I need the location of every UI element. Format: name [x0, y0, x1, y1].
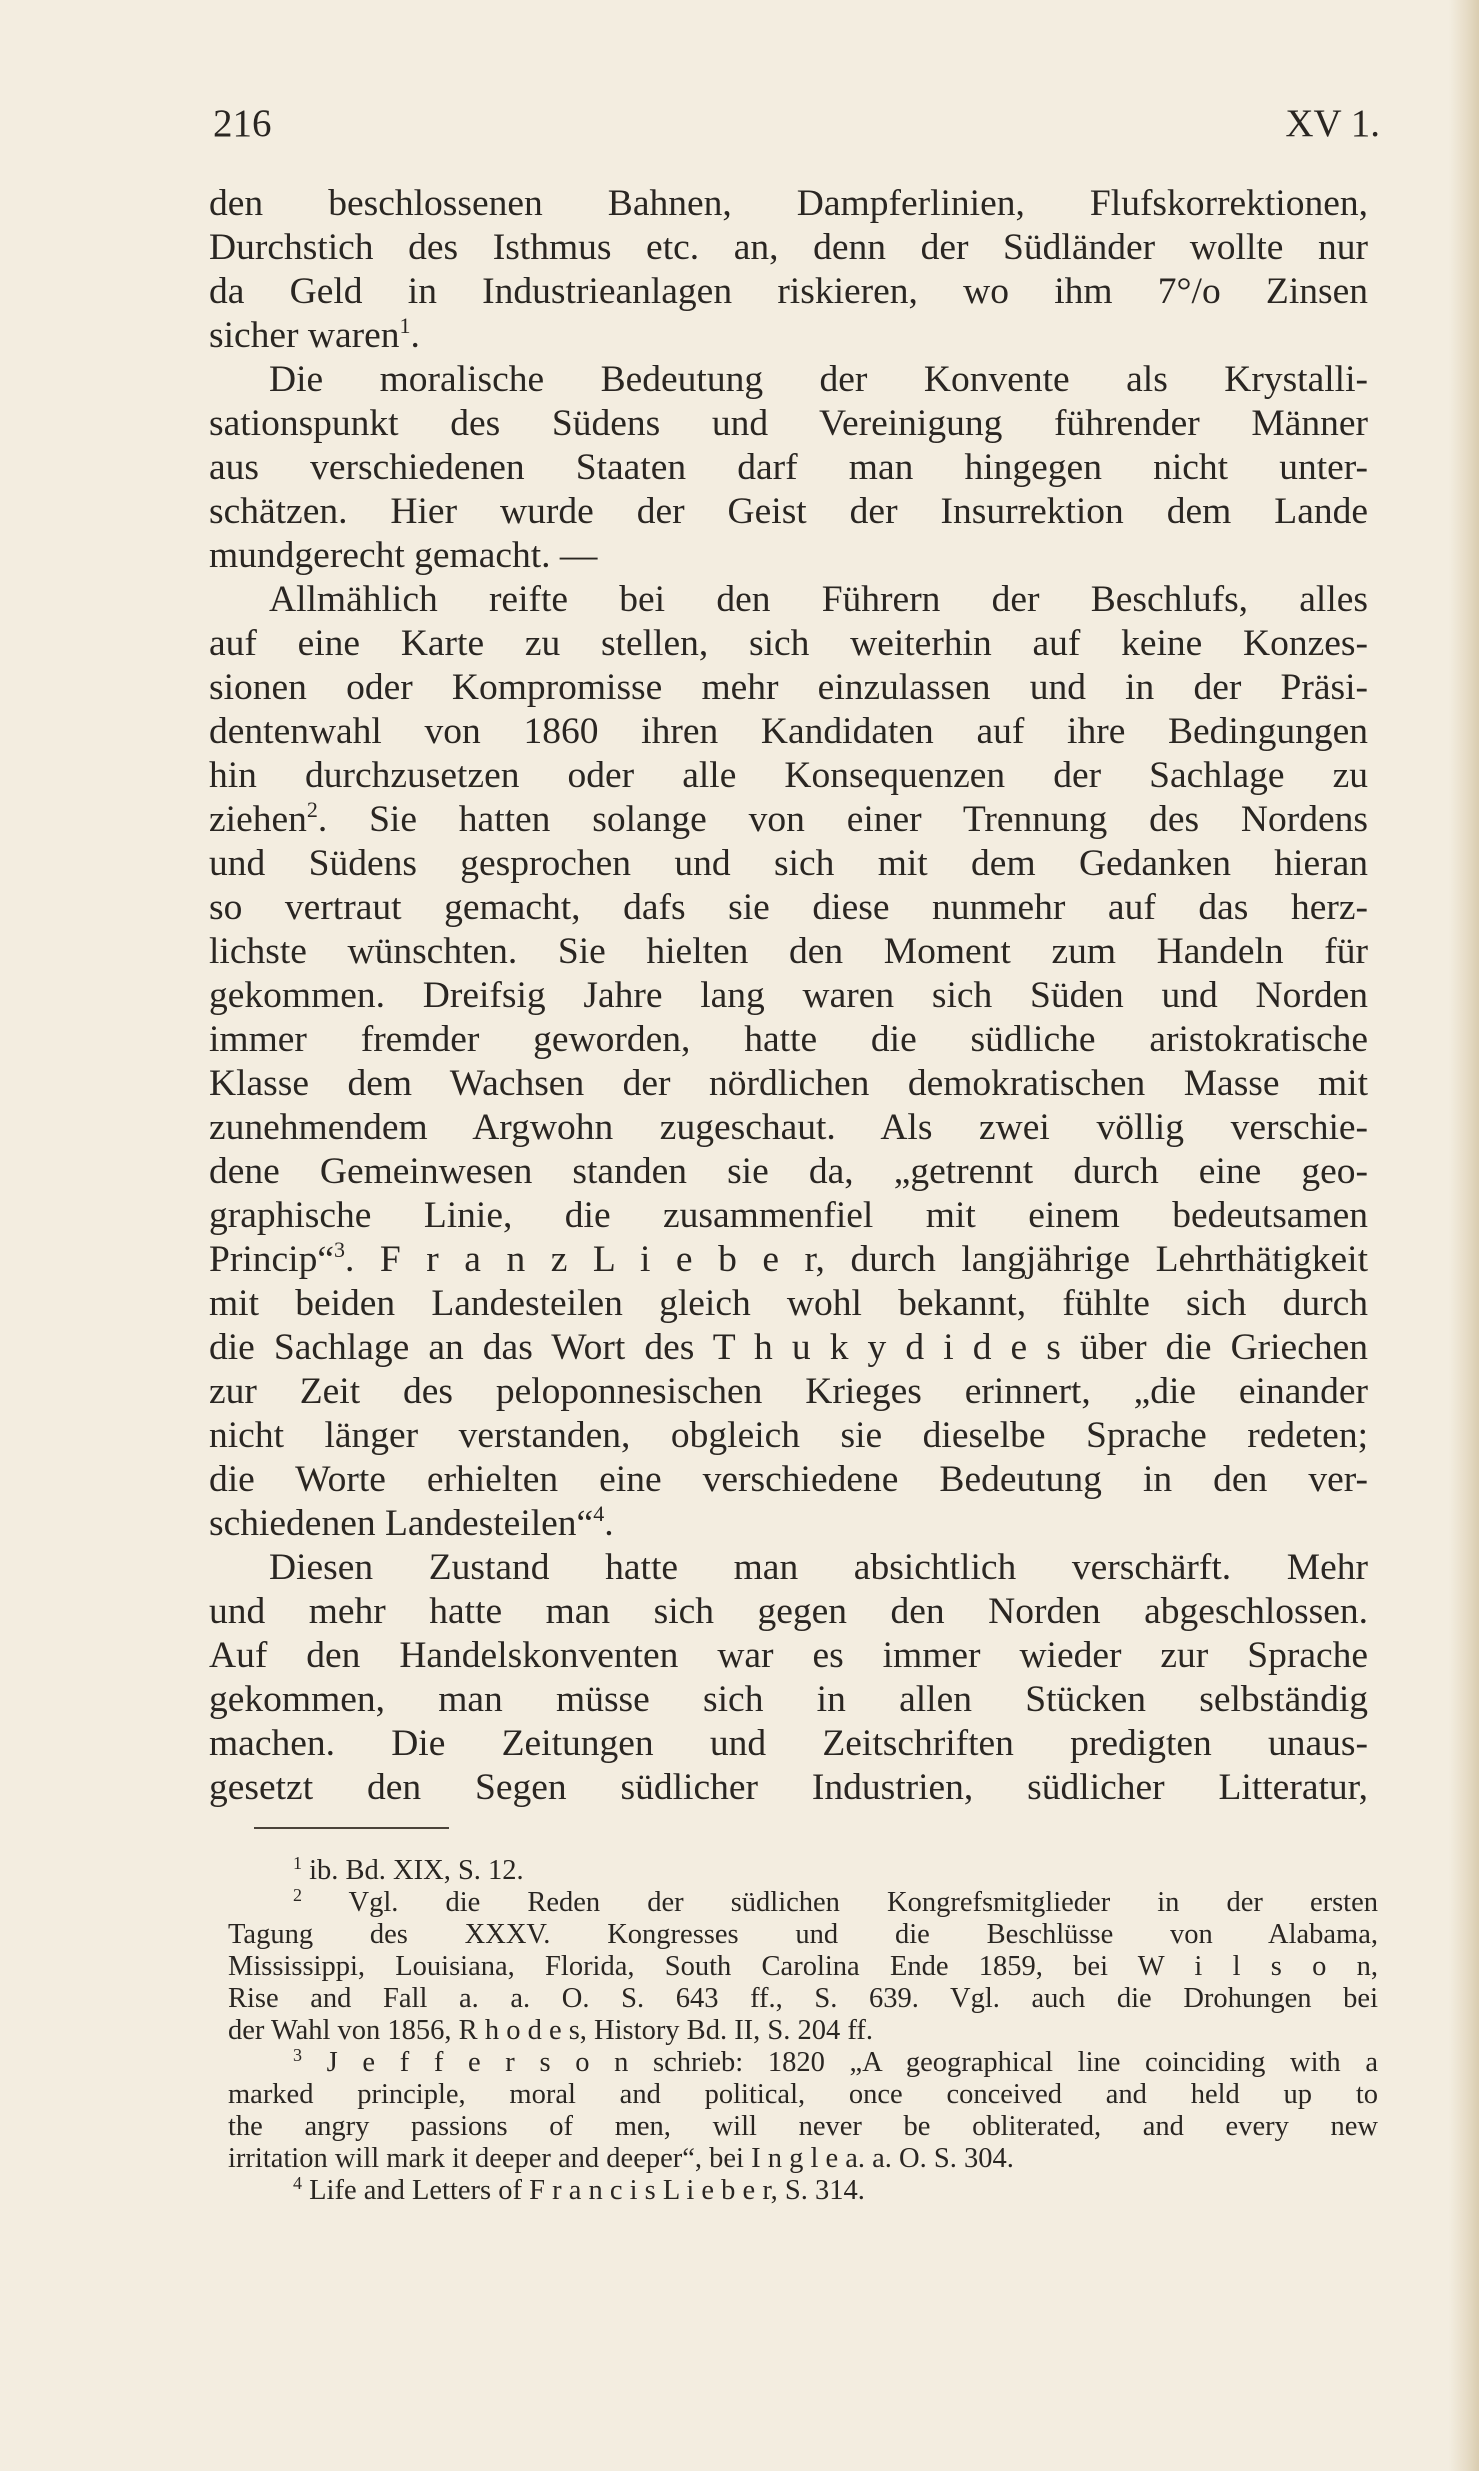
text-line-content: sationspunkt des Südens und Vereinigung führender Männer [209, 403, 1368, 444]
text-line [209, 798, 1368, 842]
footnotes [228, 1855, 1378, 2207]
text-line-tail: . F r a n z L i e b e r, durch langjährige Lehrthätigkeit [344, 1239, 1368, 1280]
text-line [209, 314, 1368, 358]
footnote-number: 4 [293, 2173, 302, 2193]
text-line [209, 1722, 1368, 1766]
text-line-content: Princip“ [209, 1239, 334, 1280]
text-line-content: aus verschiedenen Staaten darf man hingegen nicht unter- [209, 447, 1368, 488]
text-line [209, 974, 1368, 1018]
text-line-content: zunehmendem Argwohn zugeschaut. Als zwei völlig verschie- [209, 1107, 1368, 1148]
text-line [209, 226, 1368, 270]
footnote-line [228, 1951, 1378, 1983]
footnote-line [228, 2111, 1378, 2143]
text-line [209, 1458, 1368, 1502]
text-line-content: dene Gemeinwesen standen sie da, „getrennt durch eine geo- [209, 1151, 1368, 1192]
text-line [209, 1546, 1368, 1590]
text-line [209, 534, 1368, 578]
footnote-line [228, 2079, 1378, 2111]
text-line [209, 1062, 1368, 1106]
text-line [209, 930, 1368, 974]
text-line [209, 446, 1368, 490]
footnote-line [228, 2047, 1378, 2079]
text-line-content: gekommen, man müsse sich in allen Stücken selbständig [209, 1679, 1368, 1720]
footnote-reference: 2 [306, 797, 318, 822]
footnote-number: 1 [293, 1853, 302, 1873]
text-line [209, 578, 1368, 622]
text-line [209, 622, 1368, 666]
text-line [209, 886, 1368, 930]
text-line [209, 1502, 1368, 1546]
page-number: 216 [213, 102, 272, 145]
text-line-content: und mehr hatte man sich gegen den Norden abgeschlossen. [209, 1591, 1368, 1632]
footnote-text: Rise and Fall a. a. O. S. 643 ff., S. 639. Vgl. auch die Drohungen bei [228, 1983, 1378, 2014]
text-line [209, 710, 1368, 754]
footnote-text: Vgl. die Reden der südlichen Kongrefsmitglieder in der ersten [302, 1887, 1378, 1918]
text-line-content: Auf den Handelskonventen war es immer wieder zur Sprache [209, 1635, 1368, 1676]
text-line [209, 1106, 1368, 1150]
text-line-content: Allmählich reifte bei den Führern der Beschlufs, alles [269, 579, 1368, 620]
text-line [209, 1590, 1368, 1634]
text-line [209, 754, 1368, 798]
footnote-reference: 1 [399, 313, 411, 338]
text-line [209, 1238, 1368, 1282]
text-line-content: Die moralische Bedeutung der Konvente als Krystalli- [269, 359, 1368, 400]
text-line [209, 1282, 1368, 1326]
footnote-line [228, 2175, 1378, 2207]
text-line-content: mit beiden Landesteilen gleich wohl bekannt, fühlte sich durch [209, 1283, 1368, 1324]
text-line [209, 270, 1368, 314]
text-line [209, 1634, 1368, 1678]
text-line-content: ziehen [209, 799, 307, 840]
text-line [209, 1326, 1368, 1370]
footnote-line [228, 1983, 1378, 2015]
text-line-content: den beschlossenen Bahnen, Dampferlinien, Flufskorrektionen, [209, 183, 1368, 224]
footnote-text: Life and Letters of F r a n c i s L i e b e r, S. 314. [302, 2175, 865, 2206]
text-line [209, 1678, 1368, 1722]
footnote-number: 2 [293, 1885, 302, 1905]
footnote-line [228, 1887, 1378, 1919]
text-line-content: die Sachlage an das Wort des T h u k y d i d e s über die Griechen [209, 1327, 1368, 1368]
text-line-content: hin durchzusetzen oder alle Konsequenzen der Sachlage zu [209, 755, 1368, 796]
text-line [209, 1766, 1368, 1810]
footnote-line [228, 2143, 1378, 2175]
text-line-content: schiedenen Landesteilen“ [209, 1503, 594, 1544]
text-line [209, 842, 1368, 886]
text-line [209, 402, 1368, 446]
text-line [209, 358, 1368, 402]
text-line-content: immer fremder geworden, hatte die südliche aristokratische [209, 1019, 1368, 1060]
text-line-content: nicht länger verstanden, obgleich sie dieselbe Sprache redeten; [209, 1415, 1368, 1456]
text-line-content: mundgerecht gemacht. — [209, 535, 598, 576]
footnote-reference: 4 [593, 1501, 605, 1526]
text-line [209, 490, 1368, 534]
text-line-content: und Südens gesprochen und sich mit dem Gedanken hieran [209, 843, 1368, 884]
text-line [209, 1018, 1368, 1062]
text-line-content: sicher waren [209, 315, 400, 356]
text-line [209, 1150, 1368, 1194]
text-line [209, 182, 1368, 226]
text-line-content: die Worte erhielten eine verschiedene Bedeutung in den ver- [209, 1459, 1368, 1500]
footnote-number: 3 [293, 2045, 302, 2065]
text-line [209, 666, 1368, 710]
text-line-content: auf eine Karte zu stellen, sich weiterhin auf keine Konzes- [209, 623, 1368, 664]
text-line-content: sionen oder Kompromisse mehr einzulassen und in der Präsi- [209, 667, 1368, 708]
text-line [209, 1194, 1368, 1238]
text-line [209, 1414, 1368, 1458]
text-line-content: Klasse dem Wachsen der nördlichen demokratischen Masse mit [209, 1063, 1368, 1104]
text-line-content: da Geld in Industrieanlagen riskieren, wo ihm 7°/o Zinsen [209, 271, 1368, 312]
footnote-text: J e f f e r s o n schrieb: 1820 „A geographical line coinciding with a [302, 2047, 1378, 2078]
text-line-tail: . Sie hatten solange von einer Trennung des Nordens [317, 799, 1368, 840]
footnote-line [228, 2015, 1378, 2047]
text-line-content: zur Zeit des peloponnesischen Krieges erinnert, „die einander [209, 1371, 1368, 1412]
text-line-content: dentenwahl von 1860 ihren Kandidaten auf ihre Bedingungen [209, 711, 1368, 752]
footnote-text: der Wahl von 1856, R h o d e s, History Bd. II, S. 204 ff. [228, 2015, 873, 2046]
text-line [209, 1370, 1368, 1414]
footnote-reference: 3 [333, 1237, 345, 1262]
text-line-content: Durchstich des Isthmus etc. an, denn der Südländer wollte nur [209, 227, 1368, 268]
footnote-text: irritation will mark it deeper and deeper“, bei I n g l e a. a. O. S. 304. [228, 2143, 1014, 2174]
text-line-content: lichste wünschten. Sie hielten den Moment zum Handeln für [209, 931, 1368, 972]
text-line-tail: . [410, 315, 420, 356]
footnote-text: ib. Bd. XIX, S. 12. [302, 1855, 524, 1886]
footnote-rule [254, 1827, 449, 1829]
footnote-text: the angry passions of men, will never be obliterated, and every new [228, 2111, 1378, 2142]
text-line-content: schätzen. Hier wurde der Geist der Insurrektion dem Lande [209, 491, 1368, 532]
running-head: XV 1. [1285, 102, 1380, 145]
text-line-content: gekommen. Dreifsig Jahre lang waren sich Süden und Norden [209, 975, 1368, 1016]
footnote-line [228, 1919, 1378, 1951]
text-line-content: graphische Linie, die zusammenfiel mit einem bedeutsamen [209, 1195, 1368, 1236]
footnote-text: Mississippi, Louisiana, Florida, South Carolina Ende 1859, bei W i l s o n, [228, 1951, 1378, 1982]
text-line-content: machen. Die Zeitungen und Zeitschriften predigten unaus- [209, 1723, 1368, 1764]
footnote-text: Tagung des XXXV. Kongresses und die Beschlüsse von Alabama, [228, 1919, 1378, 1950]
text-line-content: gesetzt den Segen südlicher Industrien, südlicher Litteratur, [209, 1767, 1368, 1808]
text-line-content: so vertraut gemacht, dafs sie diese nunmehr auf das herz- [209, 887, 1368, 928]
page-edge-shadow [1449, 0, 1479, 2471]
footnote-line [228, 1855, 1378, 1887]
body-text [209, 182, 1368, 1810]
footnote-text: marked principle, moral and political, once conceived and held up to [228, 2079, 1378, 2110]
text-line-content: Diesen Zustand hatte man absichtlich verschärft. Mehr [269, 1547, 1368, 1588]
text-line-tail: . [604, 1503, 614, 1544]
